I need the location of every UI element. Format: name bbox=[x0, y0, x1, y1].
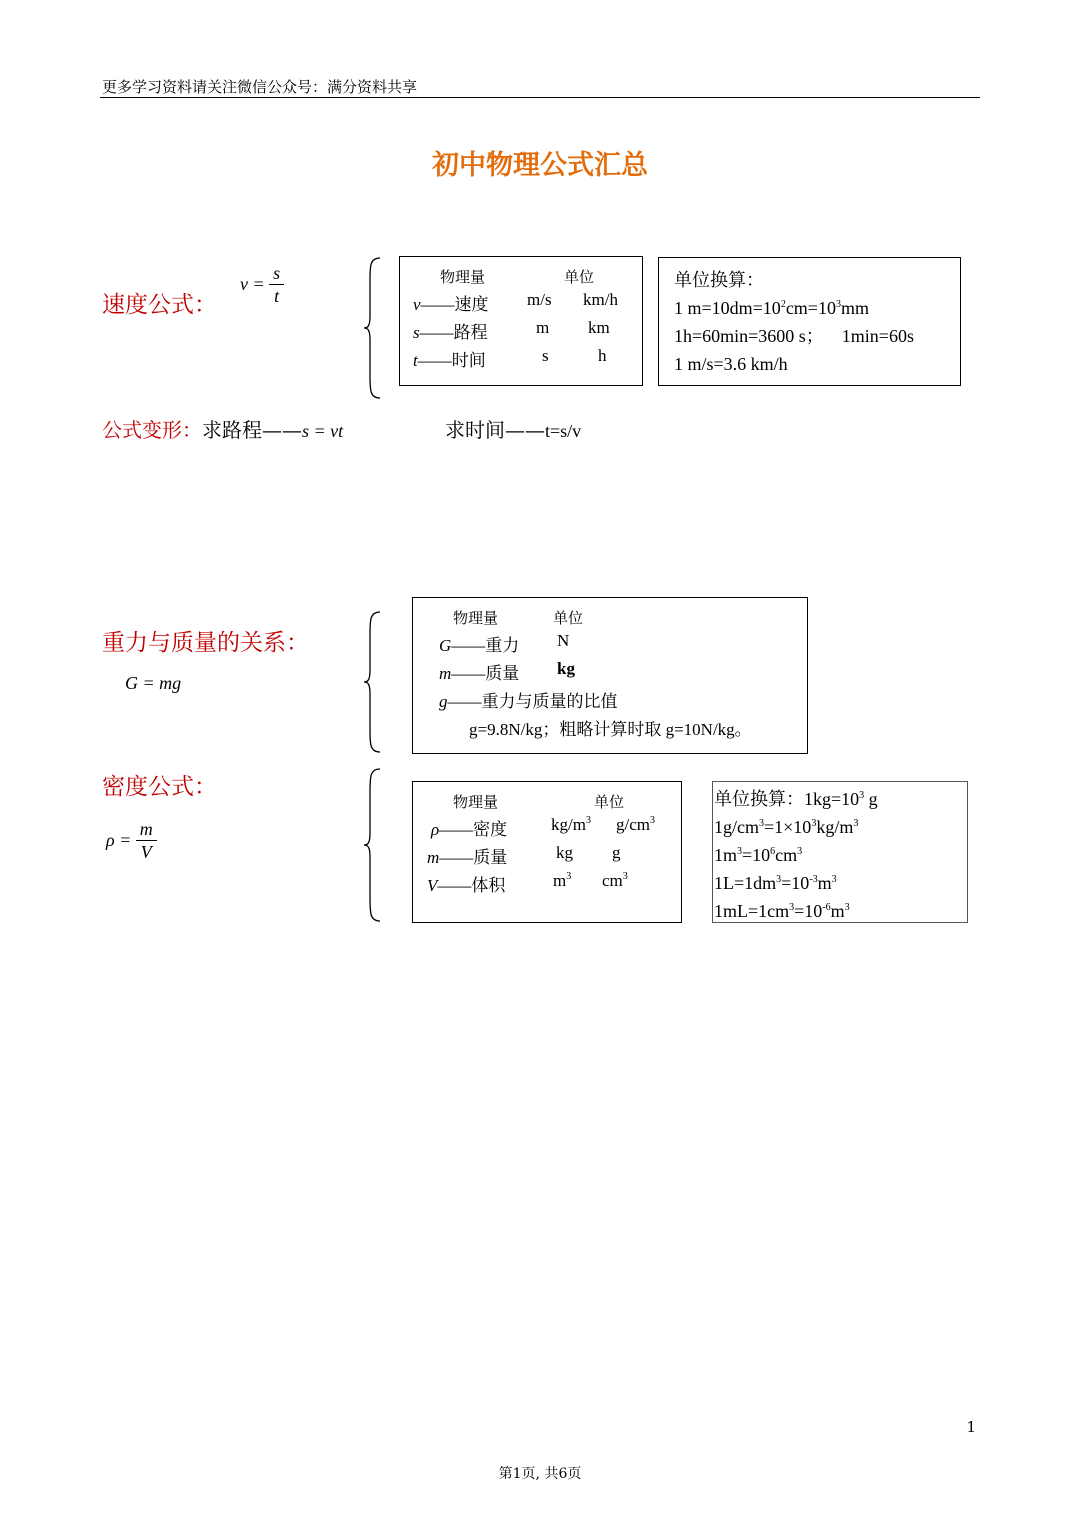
variant-path-formula: s = vt bbox=[302, 421, 344, 441]
gravity-table-head-unit: 单位 bbox=[553, 611, 584, 627]
page-title: 初中物理公式汇总 bbox=[432, 150, 648, 181]
page-number: 1 bbox=[966, 1418, 976, 1436]
density-quantity-table bbox=[412, 781, 682, 923]
header-rule bbox=[100, 97, 980, 98]
table-cell: $g/cm^3$ bbox=[616, 815, 655, 834]
table-cell: m/s bbox=[527, 290, 552, 309]
speed-fraction bbox=[269, 262, 284, 307]
speed-fraction-num: s bbox=[269, 262, 284, 285]
gravity-formula: G = mg bbox=[125, 673, 182, 693]
table-cell: $cm^3$ bbox=[602, 871, 628, 890]
density-formula-lhs: ρ = bbox=[106, 830, 132, 850]
table-row: s——路程 bbox=[413, 323, 488, 342]
table-cell: $m^3$ bbox=[553, 871, 572, 890]
speed-variant-time bbox=[445, 414, 581, 443]
conversion-line: $1m^3=10^6cm^3$ bbox=[714, 845, 803, 865]
conversion-title: 单位换算： bbox=[674, 270, 764, 290]
density-label: 密度公式： bbox=[102, 774, 217, 800]
table-cell: km/h bbox=[583, 290, 618, 309]
speed-brace-icon bbox=[362, 256, 384, 400]
density-formula bbox=[106, 818, 157, 863]
table-row: m——质量 bbox=[427, 848, 508, 867]
density-fraction-num: m bbox=[136, 818, 157, 841]
table-row: G——重力 bbox=[439, 636, 520, 655]
variant-label: 公式变形： bbox=[102, 418, 202, 442]
conversion-line: 单位换算：$1kg=10^3$ g bbox=[714, 789, 878, 809]
gravity-label: 重力与质量的关系： bbox=[102, 630, 309, 656]
table-cell: kg bbox=[556, 843, 573, 862]
variant-time-formula: t=s/v bbox=[545, 421, 582, 441]
density-fraction-den: V bbox=[140, 842, 152, 862]
conversion-line: 1 m/s=3.6 km/h bbox=[674, 354, 788, 374]
table-row: V——体积 bbox=[427, 876, 506, 895]
header-text: 更多学习资料请关注微信公众号：满分资料共享 bbox=[102, 78, 418, 96]
variant-path-label: 求路程—— bbox=[202, 418, 302, 442]
gravity-brace-icon bbox=[362, 610, 384, 754]
speed-label: 速度公式： bbox=[102, 292, 217, 318]
conversion-line: 1h=60min=3600 s； 1min=60s bbox=[674, 326, 914, 346]
conversion-line: $1L=1dm^3=10^{-3}m^3$ bbox=[714, 873, 837, 893]
speed-variant-row bbox=[102, 414, 343, 443]
table-row: m——质量 bbox=[439, 664, 520, 683]
gravity-quantity-table bbox=[412, 597, 808, 754]
table-cell: km bbox=[588, 318, 610, 337]
table-cell: N bbox=[557, 631, 570, 650]
table-cell: kg bbox=[557, 659, 575, 678]
speed-fraction-den: t bbox=[274, 286, 280, 306]
table-cell: $kg/m^3$ bbox=[551, 815, 591, 834]
speed-quantity-table bbox=[399, 256, 643, 386]
speed-formula bbox=[240, 262, 284, 307]
table-cell: g bbox=[612, 843, 621, 862]
speed-unit-conversion bbox=[658, 257, 961, 386]
density-unit-conversion bbox=[712, 781, 968, 923]
table-row: ρ——密度 bbox=[431, 820, 508, 839]
density-table-head-unit: 单位 bbox=[594, 795, 625, 811]
density-table-head-qty: 物理量 bbox=[453, 795, 499, 811]
conversion-line: 1 $m=10dm=10^2cm=10^3mm$ bbox=[674, 298, 869, 318]
conversion-line: $1g/cm^3=1\times 10^3kg/m^3$ bbox=[714, 817, 859, 837]
table-row: g——重力与质量的比值 bbox=[439, 692, 618, 711]
density-brace-icon bbox=[362, 767, 384, 923]
table-cell: h bbox=[598, 346, 607, 365]
gravity-note: g=9.8N/kg；粗略计算时取 g=10N/kg。 bbox=[469, 720, 752, 739]
gravity-table-head-qty: 物理量 bbox=[453, 611, 499, 627]
page-info: 第1页, 共6页 bbox=[498, 1466, 582, 1482]
table-row: t——时间 bbox=[413, 351, 486, 370]
conversion-line: $1mL=1cm^3=10^{-6}m^3$ bbox=[714, 901, 850, 921]
table-row: v——速度 bbox=[413, 295, 489, 314]
variant-time-label: 求时间—— bbox=[445, 418, 545, 442]
speed-table-head-unit: 单位 bbox=[564, 270, 595, 286]
speed-table-head-qty: 物理量 bbox=[440, 270, 486, 286]
table-cell: m bbox=[536, 318, 550, 337]
speed-formula-lhs: v = bbox=[240, 274, 265, 294]
table-cell: s bbox=[542, 346, 549, 365]
density-fraction bbox=[136, 818, 157, 863]
